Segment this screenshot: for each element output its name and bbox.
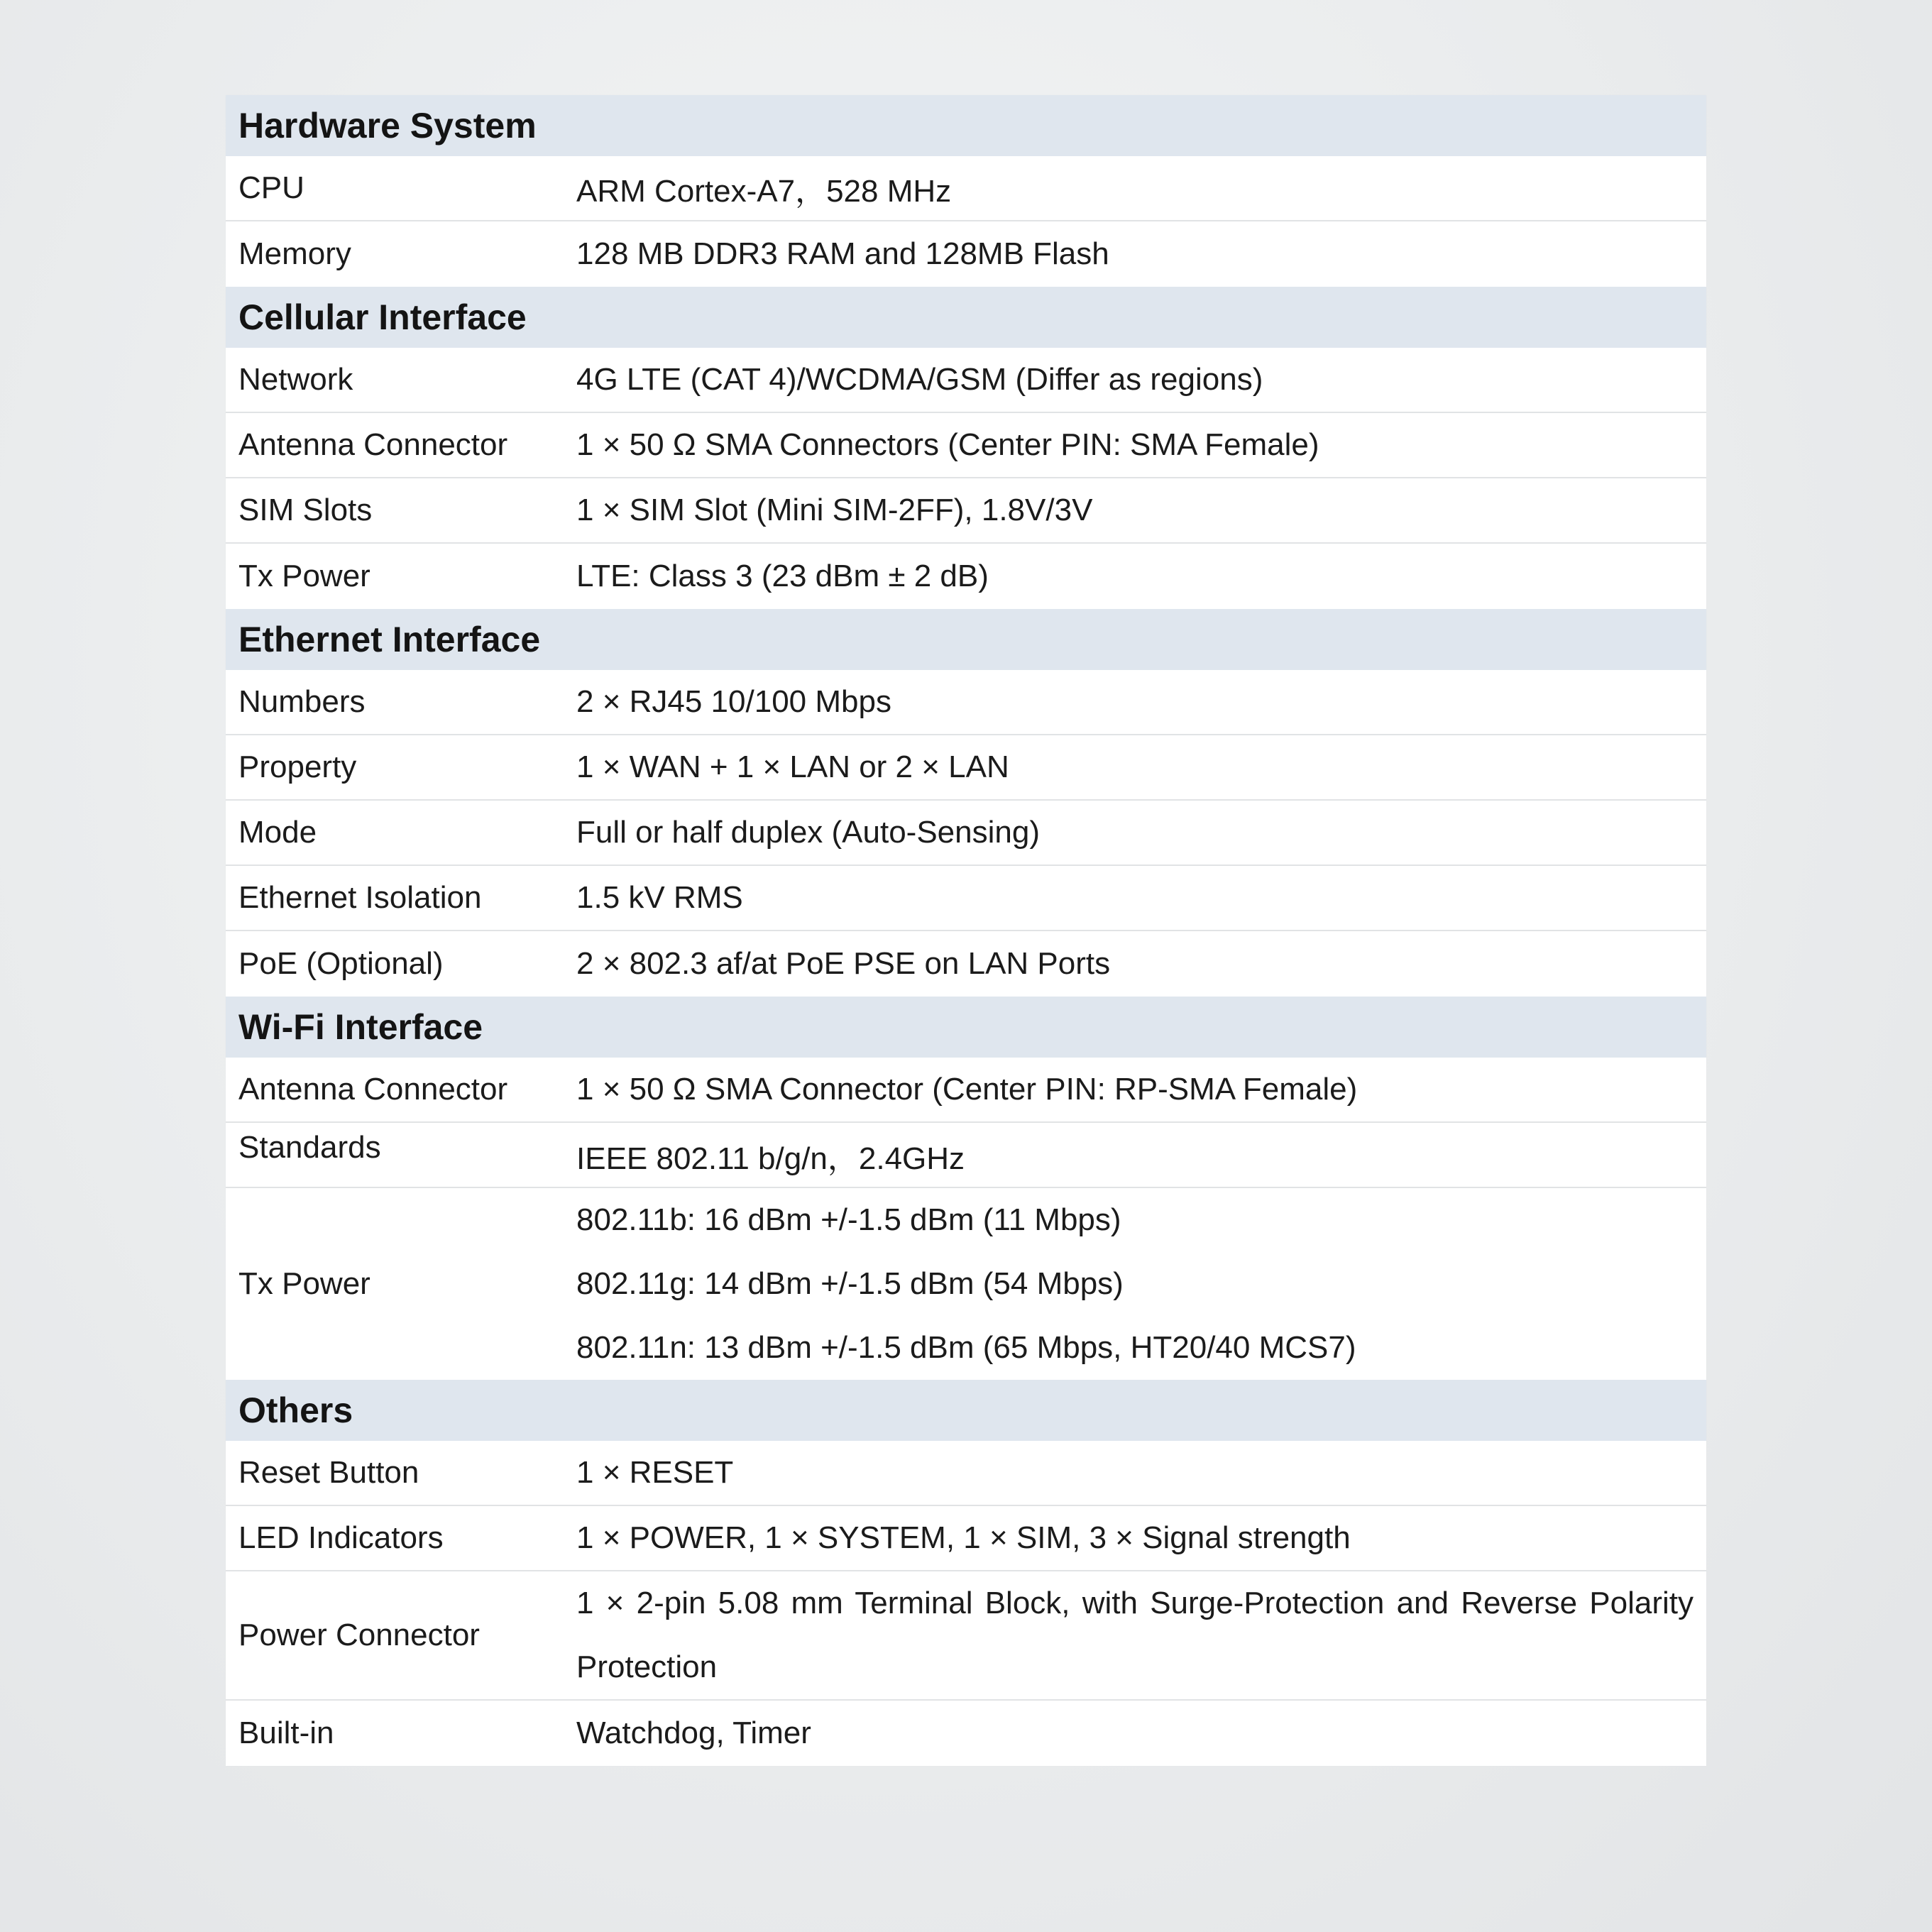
spec-label: Built-in — [238, 1716, 334, 1750]
spec-value: 128 MB DDR3 RAM and 128MB Flash — [576, 236, 1109, 271]
spec-value-line: 802.11n: 13 dBm +/-1.5 dBm (65 Mbps, HT20/40 MCS7) — [576, 1330, 1356, 1365]
spec-label: Tx Power — [238, 559, 371, 593]
spec-value: LTE: Class 3 (23 dBm ± 2 dB) — [576, 559, 989, 593]
section-header-wifi-interface: Wi-Fi Interface — [226, 997, 1706, 1058]
spec-row-cpu — [226, 156, 1706, 221]
spec-row-standards — [226, 1123, 1706, 1188]
spec-value: 1.5 kV RMS — [576, 880, 743, 915]
spec-label: SIM Slots — [238, 493, 373, 527]
section-header-cellular-interface: Cellular Interface — [226, 287, 1706, 348]
spec-label: Antenna Connector — [238, 1072, 508, 1107]
spec-value-line: 802.11b: 16 dBm +/-1.5 dBm (11 Mbps) — [576, 1202, 1121, 1237]
spec-row-mode — [226, 801, 1706, 866]
spec-label: CPU — [238, 170, 304, 205]
spec-value: Watchdog, Timer — [576, 1716, 811, 1750]
spec-label: Standards — [238, 1130, 381, 1165]
spec-value: 2 × 802.3 af/at PoE PSE on LAN Ports — [576, 946, 1111, 981]
spec-label: Property — [238, 750, 357, 784]
spec-row-poe — [226, 931, 1706, 997]
spec-value: IEEE 802.11 b/g/n，2.4GHz — [576, 1141, 965, 1176]
spec-value: 1 × WAN + 1 × LAN or 2 × LAN — [576, 750, 1009, 784]
spec-label: LED Indicators — [238, 1520, 444, 1555]
spec-row-antenna-connector — [226, 413, 1706, 478]
spec-row-power-connector — [226, 1571, 1706, 1701]
spec-value: 4G LTE (CAT 4)/WCDMA/GSM (Differ as regions) — [576, 362, 1263, 397]
spec-row-built-in — [226, 1701, 1706, 1766]
spec-value: Full or half duplex (Auto-Sensing) — [576, 815, 1040, 850]
spec-row-property — [226, 735, 1706, 801]
spec-label: Tx Power — [238, 1266, 371, 1301]
spec-label: Ethernet Isolation — [238, 880, 482, 915]
spec-label: Numbers — [238, 684, 366, 719]
spec-row-wifi-tx-power — [226, 1188, 1706, 1380]
spec-row-numbers — [226, 670, 1706, 735]
spec-row-network — [226, 348, 1706, 413]
spec-label: Mode — [238, 815, 317, 850]
spec-value: 1 × SIM Slot (Mini SIM-2FF), 1.8V/3V — [576, 493, 1093, 527]
spec-row-led-indicators — [226, 1506, 1706, 1571]
spec-row-tx-power — [226, 544, 1706, 609]
section-header-ethernet-interface: Ethernet Interface — [226, 609, 1706, 670]
spec-value: 1 × RESET — [576, 1455, 734, 1490]
spec-value: 1 × 2-pin 5.08 mm Terminal Block, with Surge-Protection and Reverse Polarity Protection — [576, 1586, 1694, 1684]
spec-label: Network — [238, 362, 353, 397]
section-header-hardware-system: Hardware System — [226, 95, 1706, 156]
spec-table — [226, 95, 1706, 1766]
spec-value: 2 × RJ45 10/100 Mbps — [576, 684, 891, 719]
spec-value-line: 802.11g: 14 dBm +/-1.5 dBm (54 Mbps) — [576, 1266, 1124, 1301]
spec-value: 1 × 50 Ω SMA Connector (Center PIN: RP-SMA Female) — [576, 1072, 1358, 1107]
spec-label: Memory — [238, 236, 351, 271]
spec-value: 1 × 50 Ω SMA Connectors (Center PIN: SMA Female) — [576, 427, 1319, 462]
spec-row-reset-button — [226, 1441, 1706, 1506]
spec-label: PoE (Optional) — [238, 946, 444, 981]
spec-label: Antenna Connector — [238, 427, 508, 462]
spec-value: ARM Cortex-A7，528 MHz — [576, 174, 952, 209]
spec-row-wifi-antenna-connector — [226, 1058, 1706, 1123]
section-header-others: Others — [226, 1380, 1706, 1441]
spec-row-ethernet-isolation — [226, 866, 1706, 931]
spec-row-sim-slots — [226, 478, 1706, 544]
spec-label: Reset Button — [238, 1455, 419, 1490]
spec-value: 1 × POWER, 1 × SYSTEM, 1 × SIM, 3 × Signal strength — [576, 1520, 1351, 1555]
spec-row-memory — [226, 221, 1706, 287]
spec-label: Power Connector — [238, 1618, 480, 1652]
spec-value-multiline — [576, 1188, 1706, 1380]
